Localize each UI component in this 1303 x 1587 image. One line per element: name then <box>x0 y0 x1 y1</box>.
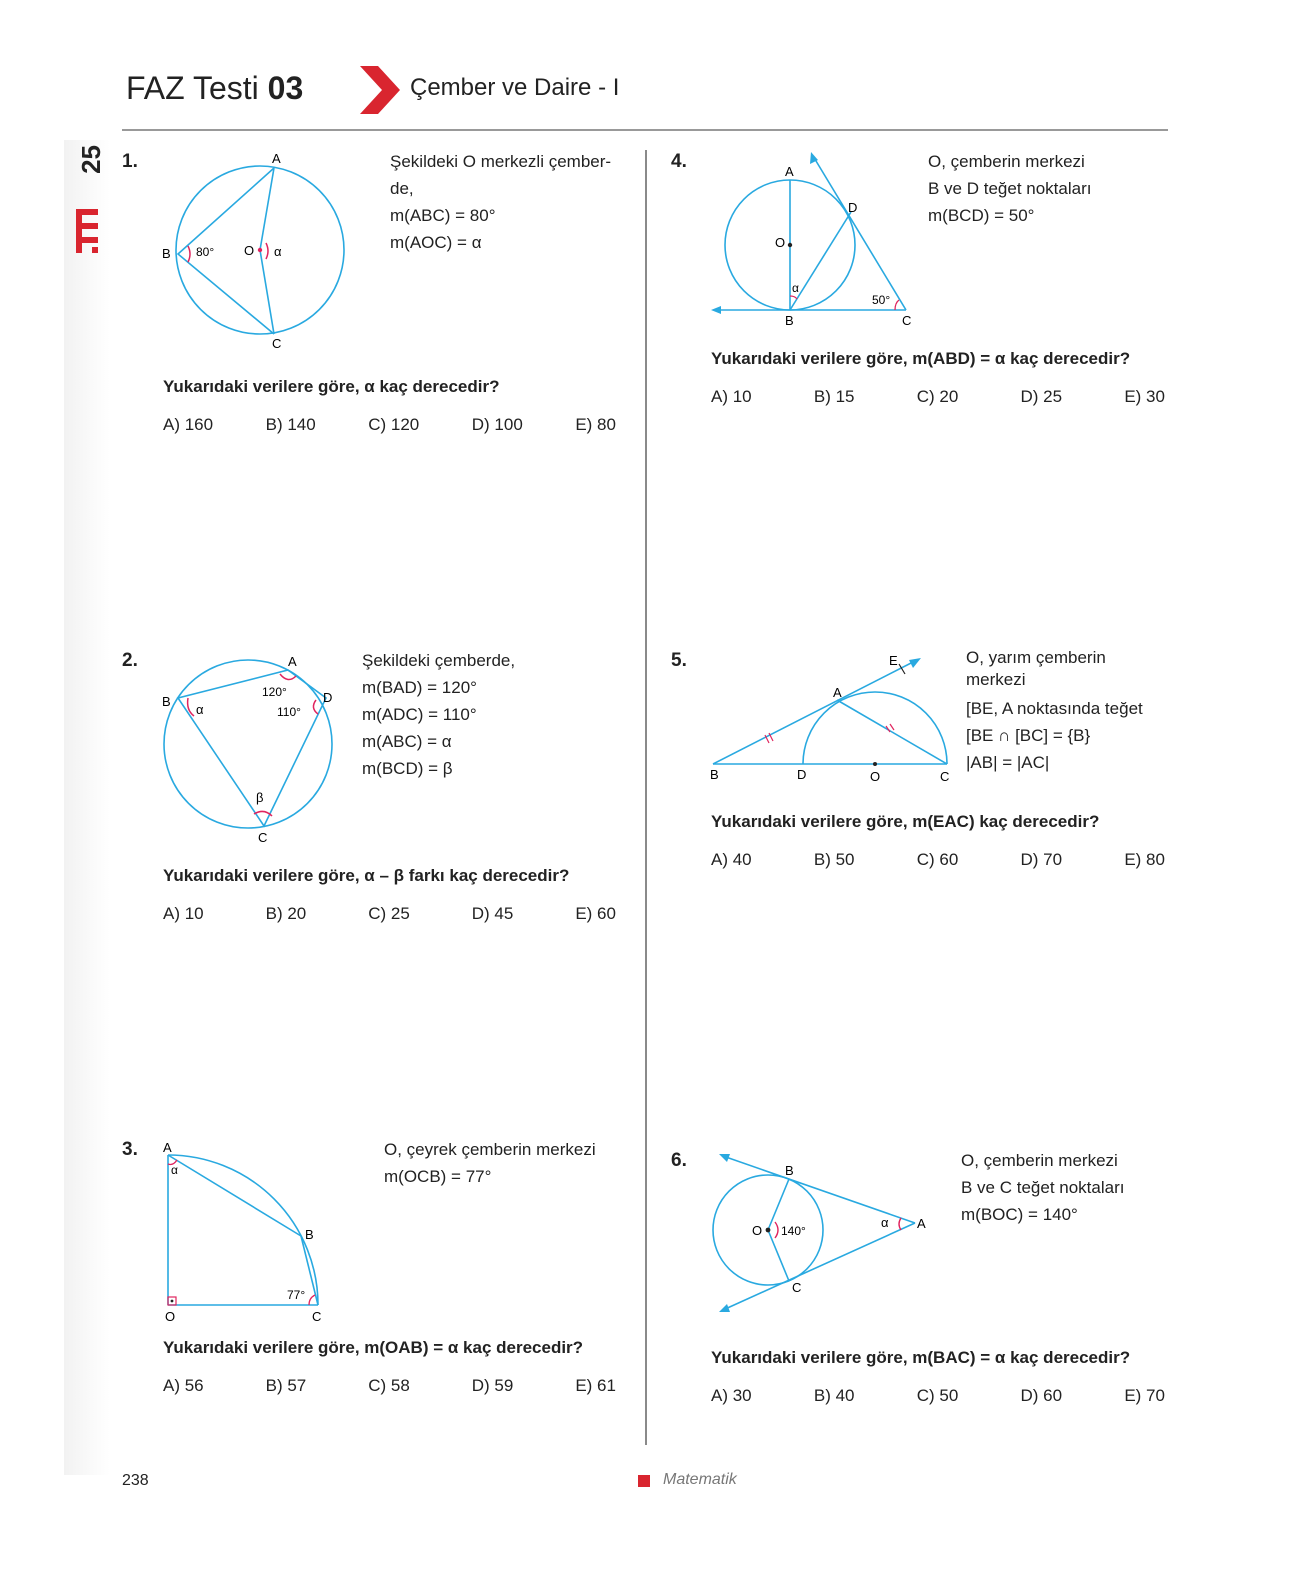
question-6-number: 6. <box>671 1150 687 1171</box>
svg-text:110°: 110° <box>277 705 301 719</box>
svg-text:O: O <box>870 769 881 784</box>
svg-text:C: C <box>258 830 268 845</box>
choice-d[interactable]: D) 25 <box>1020 387 1063 406</box>
question-1-figure <box>150 148 360 358</box>
choice-c[interactable]: C) 50 <box>916 1386 959 1405</box>
question-1-prompt: Yukarıdaki verilere göre, α kaç derecedir? <box>163 377 500 396</box>
svg-text:A: A <box>163 1140 172 1155</box>
svg-text:O: O <box>752 1223 763 1238</box>
side-label <box>64 145 110 265</box>
svg-text:A: A <box>785 164 794 179</box>
choice-b[interactable]: B) 50 <box>813 850 855 869</box>
question-3-figure <box>155 1138 335 1328</box>
svg-text:O: O <box>244 243 255 258</box>
choice-a[interactable]: A) 10 <box>163 904 204 923</box>
svg-text:B: B <box>785 1163 794 1178</box>
svg-text:A: A <box>833 685 842 700</box>
choice-d[interactable]: D) 60 <box>1020 1386 1063 1405</box>
choice-e[interactable]: E) 80 <box>1124 850 1165 869</box>
question-4-given: O, çemberin merkezi B ve D teğet noktaları m(BCD) = 50° <box>928 152 1092 225</box>
question-4-number: 4. <box>671 151 687 172</box>
question-3-choices <box>163 1376 616 1396</box>
column-divider <box>645 150 647 1445</box>
svg-text:A: A <box>288 654 297 669</box>
choice-e[interactable]: E) 61 <box>575 1376 616 1395</box>
svg-text:B: B <box>710 767 719 782</box>
choice-c[interactable]: C) 60 <box>916 850 959 869</box>
question-2-number: 2. <box>122 650 138 671</box>
question-5-choices <box>711 850 1165 870</box>
choice-a[interactable]: A) 30 <box>711 1386 752 1405</box>
choice-c[interactable]: C) 25 <box>368 904 410 923</box>
choice-b[interactable]: B) 57 <box>265 1376 307 1395</box>
svg-text:α: α <box>792 281 799 295</box>
svg-text:C: C <box>940 769 950 784</box>
choice-b[interactable]: B) 20 <box>265 904 307 923</box>
question-4-prompt: Yukarıdaki verilere göre, m(ABD) = α kaç derecedir? <box>711 349 1131 368</box>
page-title <box>126 70 303 107</box>
choice-d[interactable]: D) 45 <box>471 904 514 923</box>
choice-c[interactable]: C) 58 <box>368 1376 410 1395</box>
question-1-number: 1. <box>122 151 138 172</box>
choice-a[interactable]: A) 160 <box>163 415 214 434</box>
question-4-figure <box>705 150 925 330</box>
svg-text:α: α <box>171 1163 178 1177</box>
question-6-choices <box>711 1386 1165 1406</box>
choice-c[interactable]: C) 120 <box>368 415 420 434</box>
choice-e[interactable]: E) 60 <box>575 904 616 923</box>
question-4-choices <box>711 387 1165 407</box>
subject-label: Matematik <box>663 1471 737 1488</box>
choice-a[interactable]: A) 56 <box>163 1376 204 1395</box>
choice-e[interactable]: E) 30 <box>1124 387 1165 406</box>
question-5-number: 5. <box>671 650 687 671</box>
svg-text:α: α <box>881 1215 889 1230</box>
choice-b[interactable]: B) 140 <box>265 415 316 434</box>
svg-text:A: A <box>272 151 281 166</box>
choice-e[interactable]: E) 80 <box>575 415 616 434</box>
svg-text:D: D <box>848 200 858 215</box>
choice-b[interactable]: B) 15 <box>813 387 855 406</box>
svg-text:α: α <box>274 244 282 259</box>
svg-text:77°: 77° <box>287 1288 306 1302</box>
question-2-figure <box>150 650 350 850</box>
question-6-figure <box>705 1148 945 1328</box>
svg-text:C: C <box>312 1309 322 1324</box>
question-1-given: Şekildeki O merkezli çember- de, m(ABC) = 80° m(AOC) = α <box>390 152 612 252</box>
question-1-choices <box>163 415 616 435</box>
question-2-prompt: Yukarıdaki verilere göre, α – β farkı kaç derecedir? <box>163 866 570 885</box>
svg-text:B: B <box>162 246 171 261</box>
choice-a[interactable]: A) 10 <box>711 387 752 406</box>
question-3-prompt: Yukarıdaki verilere göre, m(OAB) = α kaç derecedir? <box>163 1338 584 1357</box>
choice-b[interactable]: B) 40 <box>813 1386 855 1405</box>
svg-text:C: C <box>792 1280 802 1295</box>
svg-text:B: B <box>162 694 171 709</box>
choice-d[interactable]: D) 100 <box>471 415 523 434</box>
question-3-given: O, çeyrek çemberin merkezi m(OCB) = 77° <box>384 1140 596 1186</box>
choice-d[interactable]: D) 70 <box>1020 850 1063 869</box>
test-number: 03 <box>267 70 304 106</box>
choice-c[interactable]: C) 20 <box>916 387 959 406</box>
svg-text:140°: 140° <box>781 1224 806 1238</box>
svg-text:80°: 80° <box>196 245 215 259</box>
question-2-choices <box>163 904 616 924</box>
svg-text:C: C <box>272 336 282 351</box>
svg-text:β: β <box>256 790 264 805</box>
svg-text:D: D <box>323 690 333 705</box>
test-series: FAZ Testi <box>126 70 259 106</box>
choice-e[interactable]: E) 70 <box>1124 1386 1165 1405</box>
question-6-given: O, çemberin merkezi B ve C teğet noktaları m(BOC) = 140° <box>961 1151 1125 1224</box>
header-divider <box>122 129 1168 131</box>
svg-text:C: C <box>902 313 912 328</box>
svg-text:B: B <box>785 313 794 328</box>
svg-text:α: α <box>196 702 204 717</box>
svg-text:120°: 120° <box>262 685 287 699</box>
svg-text:D: D <box>797 767 807 782</box>
svg-text:B: B <box>305 1227 314 1242</box>
faz-logo-icon <box>74 207 104 257</box>
question-3-number: 3. <box>122 1139 138 1160</box>
topic-title: Çember ve Daire - I <box>410 74 620 101</box>
side-number: 25 <box>76 145 106 174</box>
choice-d[interactable]: D) 59 <box>471 1376 514 1395</box>
svg-text:E: E <box>889 653 898 668</box>
svg-text:A: A <box>917 1216 926 1231</box>
question-5-figure <box>705 650 965 790</box>
chevron-right-icon <box>360 66 400 114</box>
question-5-given: O, yarım çemberin merkezi [BE, A noktasında teğet [BE ∩ [BC] = {B} |AB| = |AC| <box>966 648 1143 772</box>
subject-marker-icon <box>638 1475 650 1487</box>
question-6-prompt: Yukarıdaki verilere göre, m(BAC) = α kaç derecedir? <box>711 1348 1131 1367</box>
question-5-prompt: Yukarıdaki verilere göre, m(EAC) kaç derecedir? <box>711 812 1100 831</box>
svg-text:O: O <box>165 1309 176 1324</box>
svg-text:50°: 50° <box>872 293 891 307</box>
svg-text:O: O <box>775 235 786 250</box>
page-number: 238 <box>122 1472 149 1489</box>
choice-a[interactable]: A) 40 <box>711 850 752 869</box>
question-2-given: Şekildeki çemberde, m(BAD) = 120° m(ADC) = 110° m(ABC) = α m(BCD) = β <box>362 651 516 778</box>
side-strip <box>64 140 110 1475</box>
